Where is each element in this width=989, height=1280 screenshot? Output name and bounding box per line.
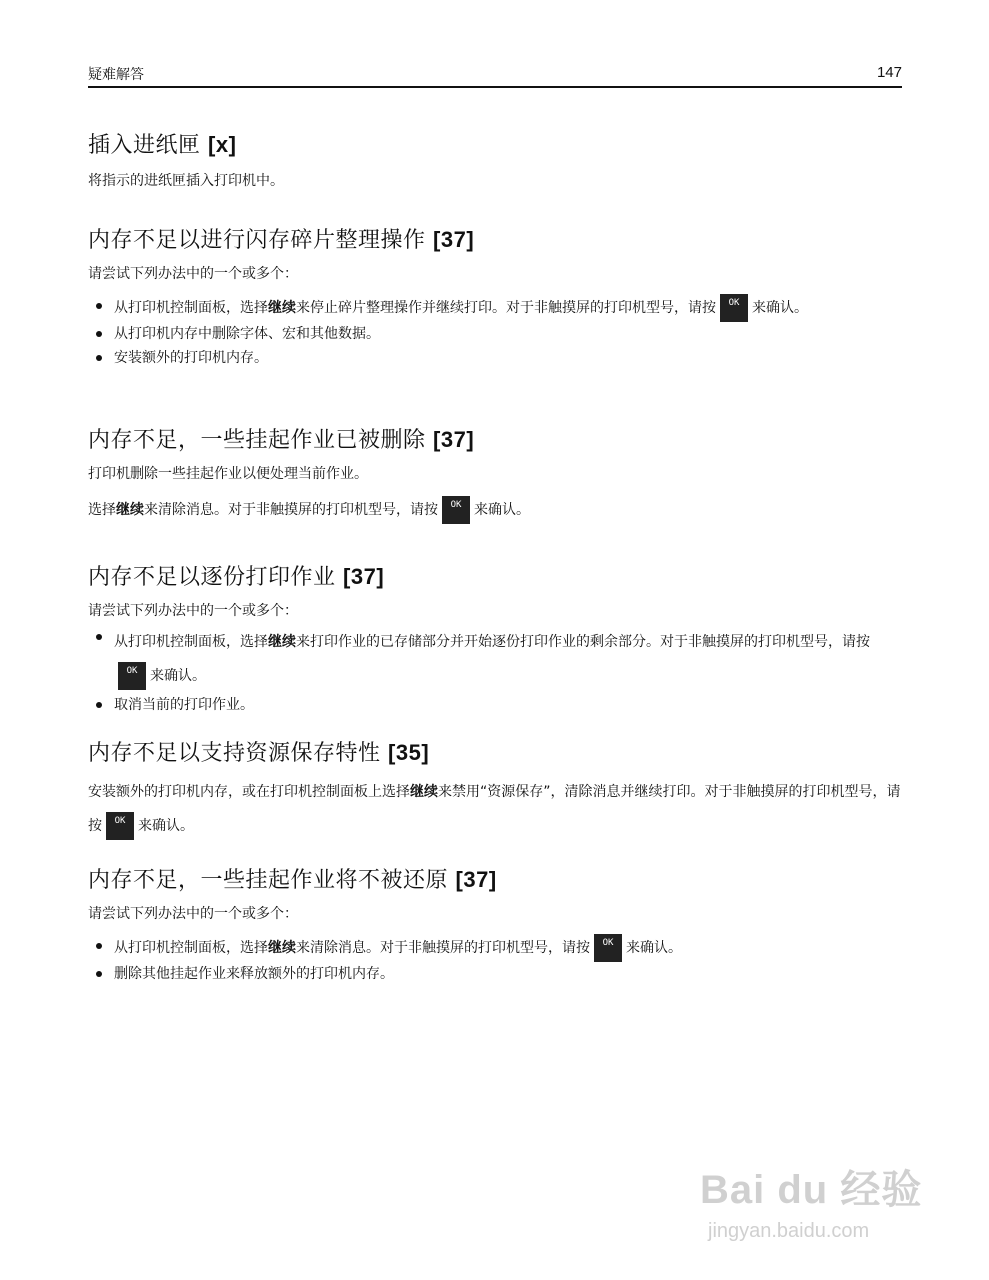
list-item: 从打印机控制面板，选择继续来打印作业的已存储部分并开始逐份打印作业的剩余部分。对于非触摸屏的打印机型号，请按OK 来确认。 xyxy=(88,625,902,693)
section-insert-tray xyxy=(88,130,902,193)
option-list xyxy=(88,294,902,370)
list-item: 从打印机内存中删除字体、宏和其他数据。 xyxy=(88,322,902,346)
section-collate-memory xyxy=(88,562,902,717)
ok-button-icon: OK xyxy=(594,934,622,962)
section-heading: 内存不足以进行闪存碎片整理操作 [37] xyxy=(88,227,475,253)
watermark-logo: Bai du 经验 xyxy=(700,1168,923,1212)
section-body: 打印机删除一些挂起作业以便处理当前作业。 xyxy=(88,466,368,482)
ok-button-icon: OK xyxy=(118,662,146,690)
ok-button-icon: OK xyxy=(442,496,470,524)
ok-button-icon: OK xyxy=(106,812,134,840)
section-body-2: 选择继续来清除消息。对于非触摸屏的打印机型号，请按 OK 来确认。 xyxy=(88,496,902,524)
section-body: 将指示的进纸匣插入打印机中。 xyxy=(88,173,284,189)
section-held-jobs-not-restored xyxy=(88,865,902,986)
list-item: 安装额外的打印机内存。 xyxy=(88,346,902,370)
section-heading: 内存不足，一些挂起作业已被删除 [37] xyxy=(88,427,475,453)
watermark-url: jingyan.baidu.com xyxy=(708,1220,870,1242)
document-page xyxy=(88,0,902,1280)
list-item: 删除其他挂起作业来释放额外的打印机内存。 xyxy=(88,962,902,986)
baidu-watermark xyxy=(700,1130,940,1260)
section-intro: 请尝试下列办法中的一个或多个： xyxy=(88,906,298,922)
option-list xyxy=(88,934,902,986)
section-intro: 请尝试下列办法中的一个或多个： xyxy=(88,266,298,282)
list-item: 从打印机控制面板，选择继续来停止碎片整理操作并继续打印。对于非触摸屏的打印机型号，请按 OK 来确认。 xyxy=(88,294,902,322)
header-title: 疑难解答 xyxy=(88,67,144,83)
list-item: 从打印机控制面板，选择继续来清除消息。对于非触摸屏的打印机型号，请按 OK 来确认。 xyxy=(88,934,902,962)
section-resource-save xyxy=(88,738,902,843)
section-heading: 内存不足以支持资源保存特性 [35] xyxy=(88,740,430,766)
list-item: 取消当前的打印作业。 xyxy=(88,693,902,717)
section-held-jobs-deleted xyxy=(88,425,902,524)
section-heading: 内存不足以逐份打印作业 [37] xyxy=(88,564,385,590)
section-defrag-memory xyxy=(88,225,902,370)
option-list xyxy=(88,625,902,717)
section-body: 安装额外的打印机内存，或在打印机控制面板上选择继续来禁用“资源保存”，清除消息并继续打印。对于非触摸屏的打印机型号，请按 OK 来确认。 xyxy=(88,775,902,843)
ok-button-icon: OK xyxy=(720,294,748,322)
running-header xyxy=(88,64,902,88)
section-heading: 插入进纸匣 [x] xyxy=(88,132,237,158)
section-heading: 内存不足，一些挂起作业将不被还原 [37] xyxy=(88,867,497,893)
page-number: 147 xyxy=(876,64,902,81)
section-intro: 请尝试下列办法中的一个或多个： xyxy=(88,603,298,619)
